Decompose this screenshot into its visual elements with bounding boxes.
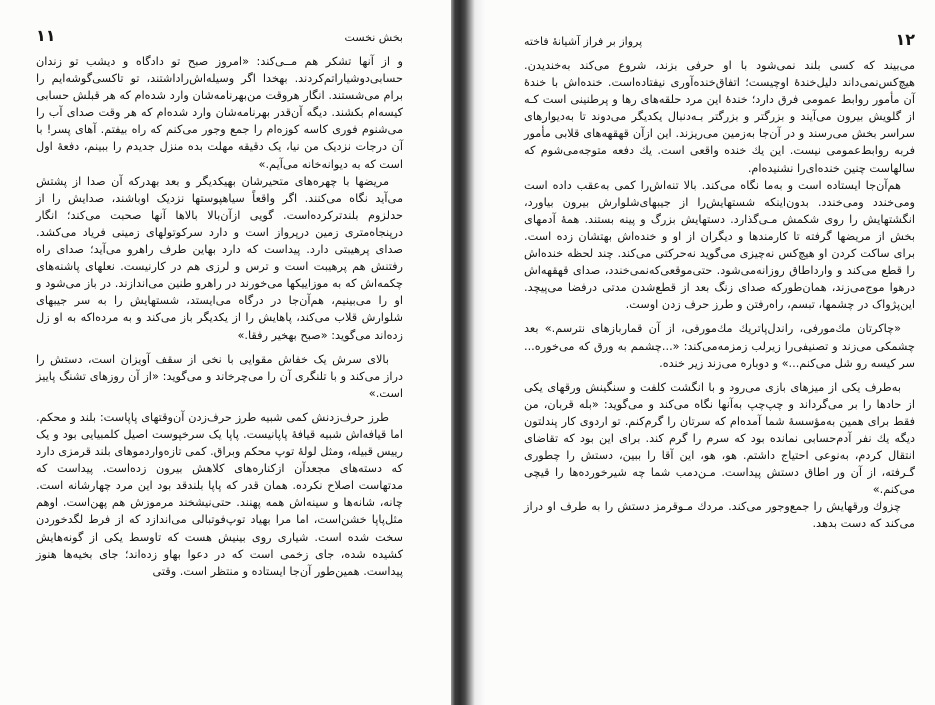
running-head-right: [36, 26, 403, 46]
page-twelve: [486, 0, 935, 705]
paragraph: مریضها با چهره‌های متحیرشان بهیکدیگر و بعد بهدرکه آن صدا از پشتش می‌آید نگاه می‌کنند. اگر واقعاً سیاهپوستها نزدیک اوباشند، صدایش را از حدلزوم بلندترکرده‌است. گویی ازآن‌بالا بالا‌ها آنها صحبت می‌کند؛ انگار درپنجاه‌متری زمین درپرواز است و دارد سرکوتولهای زمینی فریاد می‌کشد. صدای پرهیبتی دارد. پیداست که دارد بهاین طرف راهرو می‌آید؛ صدای راه رفتنش هم پرهیبت است و ترس و لرزی هم در کارنیست. نعلهای پاشنه‌های چکمه‌اش که به موزاییکها می‌خورند در راهرو طنین می‌اندازند. در باز می‌شود و او را می‌بینیم، هم‌آن‌جا در درگاه می‌ایستد، شستهایش را به سر جیبهای شلوارش قلاب می‌کند، پاهایش را از یکدیگر باز می‌کند و به مرده‌اکه به او زل زده‌اند می‌گوید: «صبح بهخیر رفقا.»: [36, 174, 403, 342]
paragraph: به‌طرف یکی از میزهای بازی می‌رود و با انگشت کلفت و سنگینش ورقهای یکی از حادها را بر می‌گرداند و چپ‌چپ به‌آنها نگاه می‌کند و می‌گوید: «بله قربان، من فقط برای همین به‌مؤسسهٔ شما آمده‌ام که سرتان را گرم‌کنم. تو اردوی کار پندلتون دیگه یك نفر آدم‌حسابی نمانده بود که سرم را گرم کند. برای این بود که تقاضای انتقال کردم، به‌نوعی احتیاج داشتم. هو، هو، این آقا را ببین، دستش را چطوری گـرفته، از آن ور اطاق دستش پیداست. مـن‌دمب شما چه شیرخورده‌ها را قیچی می‌کنم.»: [524, 380, 915, 497]
page-eleven: [0, 0, 451, 705]
page-body: [524, 57, 915, 533]
page-number: ۱۱: [36, 26, 56, 45]
page-number: ۱۲: [895, 30, 915, 49]
page-body: [36, 53, 403, 580]
paragraph: چزوك ورقهایش را جمع‌وجور می‌کند. مردك مـوقرمز دستش را به طرف او دراز می‌کند که دست بدهد.: [524, 500, 915, 531]
running-head-title: پرواز بر فراز آشیانهٔ فاخته: [524, 35, 643, 48]
running-head-title: بخش نخست: [344, 31, 403, 44]
paragraph: طرز حرف‌زدنش کمی شبیه طرز حرف‌زدن آن‌وقتهای پاپاست: بلند و محکم. اما قیافه‌اش شبیه قیافهٔ پاپانیست. پاپا یک سرخپوست اصیل کلمبیایی بود و یک رییس قبیله، ومثل لولهٔ توپ محکم وبراق. کمی تازه‌واردموهای بلند قرمزی دارد که دسته‌های مجعدآن ازکناره‌های کلاهش بیرون زده‌است. پیداست که مدتهاست اصلاح نکرده. همان قدر که پاپا بلندقد بود این مرد چهارشانه است. چانه، شانه‌ها و سینه‌اش همه پهنند. حتی‌نیشخند مرموزش هم پهن‌است. اوهم مثل‌پاپا خشن‌است، اما مرا بهیاد توپ‌فوتبالی می‌اندازد که از فرط لگدخوردن سخت شده است. شیاری روی بینیش هست که تاوسط یکی از گونه‌هایش کشیده شده، جای زخمی است که در دعوا بهاو زده‌اند؛ جای بخیه‌ها هنوز پیداست. همین‌طور آن‌جا ایستاده و منتظر است. وقتی: [36, 410, 403, 578]
book-gutter: [451, 0, 486, 705]
paragraph: بالای سرش یک خفاش مقوایی با نخی از سقف آویزان است، دستش را دراز می‌کند و با تلنگری آن را می‌چرخاند و می‌گوید: «از آن روزهای تشنگ پاییز است.»: [36, 352, 403, 400]
running-head-left: [524, 30, 915, 50]
paragraph: و از آنها تشکر هم مــی‌کند: «امروز صبح تو دادگاه و دیشب تو زندان حسابی‌دوشیاراتم‌کردند. بهخدا اگر وسیله‌اش‌راداشتند، تو تاکسی‌گوشه‌ایم را برام می‌شستند. انگار هروقت من‌بهرنامه‌شان وارد شده‌ام که هر قبلش حسابی کیسه‌ام بکشند. دیگه آن‌قدر بهرنامه‌شان وارد شده‌ام که هر وقت صدای آب را می‌شنوم فوری کاسه کوزه‌ام را جمع وجور می‌کنم که راه بیفتم. آهای پسر! با آن درجات نزدیک من نیا، یک دقیقه مهلت بده منزل جدیدم را ببینم، دفعهٔ اول است که به دیوانه‌خانه می‌آیم.»: [36, 55, 403, 171]
paragraph: هم‌آن‌جا ایستاده است و به‌ما نگاه می‌کند. بالا تنه‌اش‌را کمی به‌عقب داده است ومی‌خندد ومی‌خندد. بدون‌اینکه شستهایش‌را از جیبهای‌شلوارش بیرون بیاورد، انگشتهایش را روی شکمش مـی‌گذارد. دستهایش بزرگ و پینه بستند. همهٔ آدمهای بخش از مریضها گرفته تا کارمندها و دیگران از او و خنده‌اش بهتشان زده است. برای ساکت کردن او هیچ‌کس نه‌چیزی می‌گوید نه‌حرکتی می‌کند. چند لحظه خنده‌اش را قطع می‌کند و وارداطاق روزانه‌می‌شود. حتی‌موقعی‌که‌نمی‌خندد، صدای قهقهه‌اش درهوا موج‌می‌زند، همان‌طورکه صدای زنگ بعد از قطع‌شدن مدتی درفضا می‌پیچد. این‌پژواک در چشمها، تبسم، راه‌رفتن و طرز حرف زدن اوست.: [524, 178, 915, 312]
paragraph: می‌بیند که کسی بلند نمی‌شود با او حرفی بزند، شروع می‌کند به‌خندیدن. هیچ‌کس‌نمی‌داند دلیل‌خندهٔ اوچیست؛ اتفاق‌خنده‌آوری نیفتاده‌است. خنده‌اش با خندهٔ آن مأمور روابط عمومی فرق دارد؛ خندهٔ این مرد حلقه‌های رها و پرطنینی است کـه از گلویش بیرون می‌آیند و بزرگتر و بزرگتر بـه‌دنبال یکدیگر می‌دوند تا به‌دیوارهای سراسر بخش می‌رسند و در آن‌جا به‌زمین می‌ریزند. این ازآن قهقهه‌های قلابی مأمور فربه روابط‌عمومی نیست. این یك خنده واقعی است. یك دفعه متوجه‌می‌شوم که سالهاست چنین خنده‌ای‌را نشنیده‌ام.: [524, 59, 915, 175]
paragraph: «چاکرتان مك‌مورفی، راندل‌پاتریك مك‌مورفی، از آن قماربازهای نترسم.» بعد چشمکی می‌زند و تصنیفی‌را زیرلب زمزمه‌می‌کند: «...چشمم به ورق که می‌خوره... سر کیسه رو شل می‌کنم...» و دوباره می‌زند زیر خنده.: [524, 322, 915, 370]
